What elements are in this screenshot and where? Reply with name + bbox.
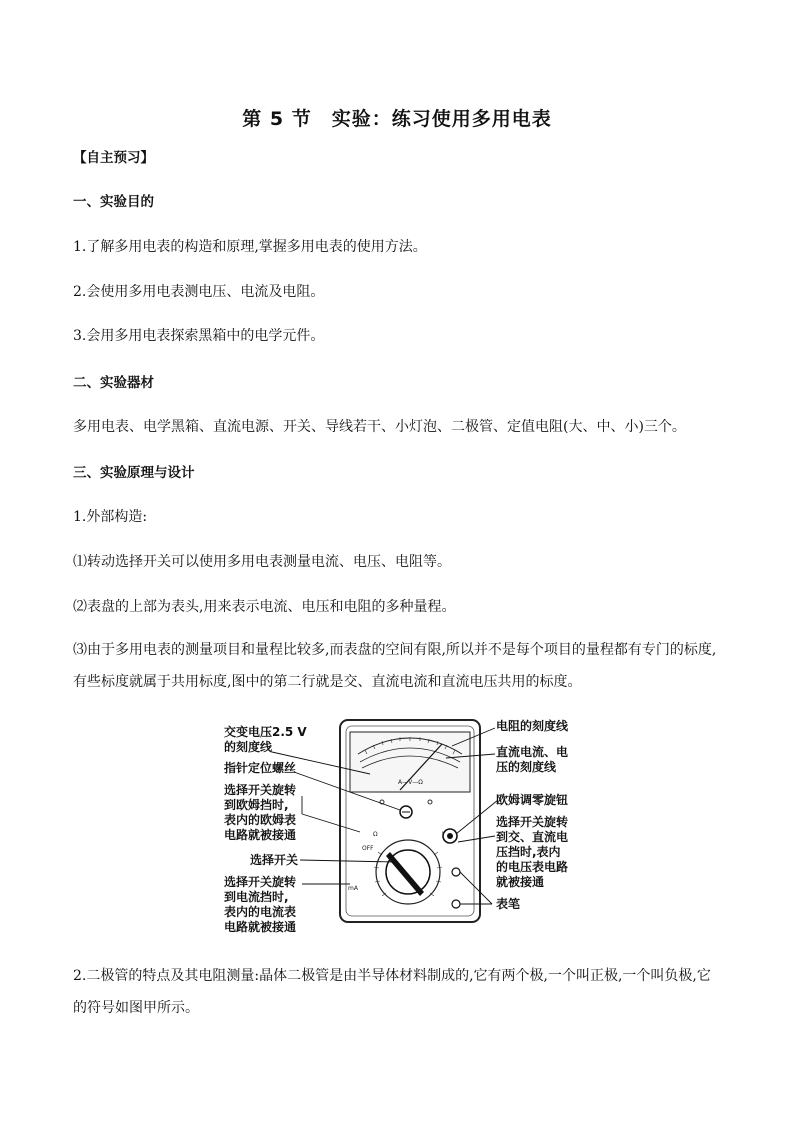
principle-heading: 三、实验原理与设计 (73, 465, 195, 481)
label-voltage-2: 到交、直流电 (496, 830, 569, 844)
label-voltage-1: 选择开关旋转 (496, 815, 569, 829)
multimeter-diagram (210, 712, 590, 938)
label-dc-scale-1: 直流电流、电 (496, 745, 569, 759)
label-ohm-switch-2: 到欧姆挡时, (224, 798, 289, 812)
principle-item-1b: ⑵表盘的上部为表头,用来表示电流、电压和电阻的多种量程。 (73, 599, 456, 615)
label-voltage-3: 压挡时,表内 (496, 845, 561, 859)
label-probe: 表笔 (496, 897, 521, 911)
probe-jack-positive[interactable] (452, 868, 460, 876)
multimeter-figure (210, 712, 590, 942)
principle-item-1a: ⑴转动选择开关可以使用多用电表测量电流、电压、电阻等。 (73, 554, 451, 570)
principle-item-2: 2.二极管的特点及其电阻测量:晶体二极管是由半导体材料制成的,它有两个极,一个叫正极,一个叫负极,它的符号如图甲所示。 (73, 968, 711, 1016)
label-pointer-screw: 指针定位螺丝 (224, 761, 297, 775)
purpose-item-1: 1.了解多用电表的构造和原理,掌握多用电表的使用方法。 (73, 239, 427, 255)
label-ohm-knob: 欧姆调零旋钮 (496, 793, 569, 807)
label-current-2: 到电流挡时, (224, 890, 289, 904)
equipment-heading: 二、实验器材 (73, 375, 154, 391)
label-voltage-5: 就被接通 (496, 875, 545, 889)
label-ohm-switch-1: 选择开关旋转 (224, 783, 297, 797)
ohm-symbol: Ω (373, 831, 378, 838)
purpose-item-2: 2.会使用多用电表测电压、电流及电阻。 (73, 284, 325, 300)
face-symbol: A—V—Ω (398, 779, 423, 786)
label-current-1: 选择开关旋转 (224, 875, 297, 889)
label-selector: 选择开关 (250, 853, 299, 867)
label-current-4: 电路就被接通 (224, 920, 297, 934)
label-ac-scale-1: 交变电压2.5 V (224, 725, 307, 739)
probe-jack-negative[interactable] (452, 900, 460, 908)
label-ac-scale-2: 的刻度线 (224, 740, 273, 754)
off-symbol: OFF (362, 845, 374, 852)
label-ohm-switch-3: 表内的欧姆表 (224, 813, 297, 827)
principle-item-1: 1.外部构造: (73, 509, 148, 525)
equipment-text: 多用电表、电学黑箱、直流电源、开关、导线若干、小灯泡、二极管、定值电阻(大、中、小)三个。 (73, 419, 686, 435)
purpose-item-3: 3.会用多用电表探索黑箱中的电学元件。 (73, 328, 325, 344)
label-resistance-scale: 电阻的刻度线 (496, 719, 569, 733)
purpose-heading: 一、实验目的 (73, 194, 154, 210)
label-ohm-switch-4: 电路就被接通 (224, 828, 297, 842)
page-title: 第 5 节 实验：练习使用多用电表 (242, 108, 552, 130)
label-voltage-4: 的电压表电路 (496, 860, 569, 874)
ma-symbol: mA (348, 885, 358, 892)
label-dc-scale-2: 压的刻度线 (496, 760, 557, 774)
section-tag: 【自主预习】 (73, 150, 154, 166)
principle-item-1c: ⑶由于多用电表的测量项目和量程比较多,而表盘的空间有限,所以并不是每个项目的量程都有专门的标度,有些标度就属于共用标度,图中的第二行就是交、直流电流和直流电压共用的标度。 (73, 642, 717, 690)
label-current-3: 表内的电流表 (224, 905, 297, 919)
